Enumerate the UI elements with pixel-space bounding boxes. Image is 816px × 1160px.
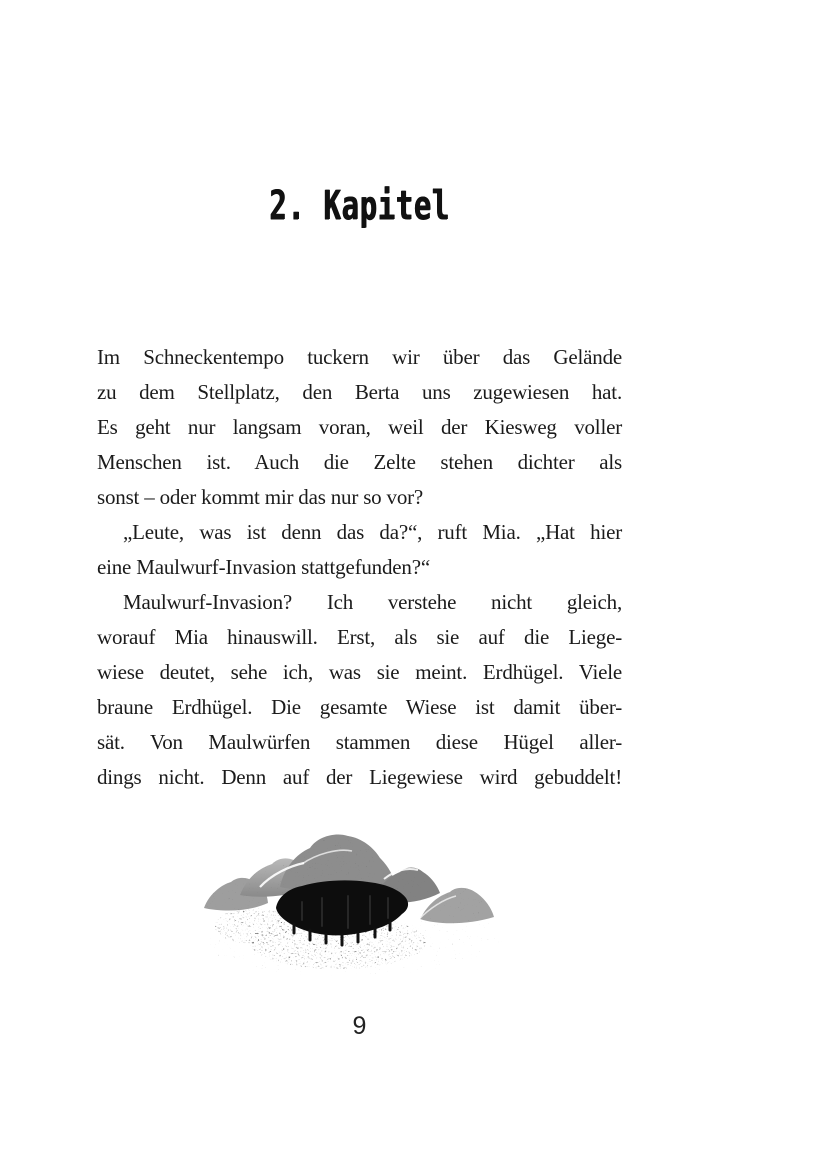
molehill-illustration: [198, 824, 522, 980]
text-line: Im Schneckentempo tuckern wir über das Gelände: [97, 345, 622, 369]
text-line: dings nicht. Denn auf der Liegewiese wird gebuddelt!: [97, 765, 622, 789]
molehill-illustration-svg: [198, 824, 522, 980]
text-line: Maulwurf-Invasion? Ich verstehe nicht gleich,: [123, 590, 622, 614]
chapter-title: [97, 182, 622, 230]
text-line: sät. Von Maulwürfen stammen diese Hügel aller-: [97, 730, 622, 754]
text-line: worauf Mia hinauswill. Erst, als sie auf die Liege-: [97, 625, 622, 649]
text-line: Es geht nur langsam voran, weil der Kiesweg voller: [97, 415, 622, 439]
text-line: zu dem Stellplatz, den Berta uns zugewiesen hat.: [97, 380, 622, 404]
text-line: braune Erdhügel. Die gesamte Wiese ist damit über-: [97, 695, 622, 719]
text-line: wiese deutet, sehe ich, was sie meint. Erdhügel. Viele: [97, 660, 622, 684]
text-block: [97, 340, 622, 795]
text-line: „Leute, was ist denn das da?“, ruft Mia. „Hat hier: [123, 520, 622, 544]
paragraph: [97, 340, 622, 515]
chapter-title-text: 2. Kapitel: [269, 183, 450, 229]
page-number: 9: [352, 1012, 367, 1040]
paragraph: [97, 585, 622, 795]
text-line: Menschen ist. Auch die Zelte stehen dichter als: [97, 450, 622, 474]
text-line: eine Maulwurf-Invasion stattgefunden?“: [97, 555, 430, 579]
text-line: sonst – oder kommt mir das nur so vor?: [97, 485, 424, 509]
paragraph: [97, 515, 622, 585]
